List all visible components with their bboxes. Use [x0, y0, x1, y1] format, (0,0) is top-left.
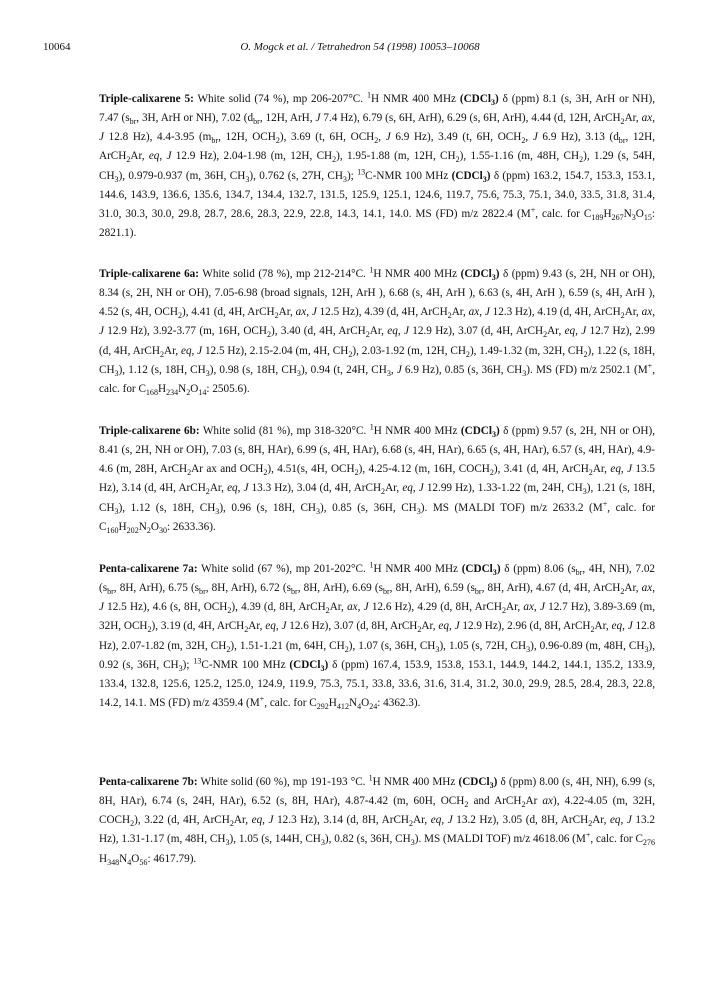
characterization-data: White solid (74 %), mp 206-207°C. $^1$H NMR 400 MHz (CDCl$_3$) δ (ppm) 8.1 (s, 3H, ArH or NH), 7.47 ($s_{br}$, 3H, ArH or NH), 7.02 ($d_{br}$, 12H, ArH, J 7.4 Hz), 6.79 (s, 6H, ArH), 6.29 (s, 6H, ArH), 4.44 (d, 12H, ArCH$_2$Ar, ax, J 12.8 Hz), 4.4-3.95 ($m_{br}$, 12H, $OCH_2$), 3.69 (t, 6H, $OCH_2$, J 6.9 Hz), 3.49 (t, 6H, $OCH_2$, J 6.9 Hz), 3.13 ($d_{br}$, 12H, ArCH$_2$Ar, eq, J 12.9 Hz), 2.04-1.98 (m, 12H, $CH_2$), 1.95-1.88 (m, 12H, $CH_2$), 1.55-1.16 (m, 48H, $CH_2$), 1.29 (s, 54H, $CH_3$), 0.979-0.937 (m, 36H, $CH_3$), 0.762 (s, 27H, $CH_3$); $^{13}$C-NMR 100 MHz (CDCl$_3$) δ (ppm) 163.2, 154.7, 153.3, 153.1, 144.6, 143.9, 136.6, 135.6, 134.7, 134.4, 132.7, 131.5, 125.9, 125.1, 124.6, 119.7, 75.6, 75.3, 75.1, 34.0, 33.5, 31.8, 31.4, 31.0, 30.3, 30.0, 29.8, 28.7, 28.6, 28.3, 22.9, 22.8, 14.3, 14.1, 14.0. MS (FD) m/z 2822.4 (M+, calc. for $C_{189}H_{267}N_3O_{15}$: 2821.1). — [99, 90, 656, 240]
compound-entry — [99, 265, 655, 399]
running-title: O. Mogck et al. / Tetrahedron 54 (1998) 10053–10068 — [240, 41, 480, 53]
page-number: 10064 — [43, 41, 71, 53]
compound-entry — [99, 560, 655, 713]
running-header — [43, 38, 677, 56]
compound-name: Triple-calixarene 6a: — [99, 268, 199, 280]
compound-entry — [99, 773, 655, 869]
characterization-data: White solid (67 %), mp 201-202°C. $^1$H NMR 400 MHz (CDCl$_3$) δ (ppm) 8.06 ($s_{br}$, 4H, NH), 7.02 ($s_{br}$, 8H, ArH), 6.75 ($s_{br}$, 8H, ArH), 6.72 ($s_{br}$, 8H, ArH), 6.69 ($s_{br}$, 8H, ArH), 6.59 ($s_{br}$, 8H, ArH), 4.67 (d, 4H, ArCH$_2$Ar, ax, J 12.5 Hz), 4.6 (s, 8H, $OCH_2$), 4.39 (d, 8H, ArCH$_2$Ar, ax, J 12.6 Hz), 4.29 (d, 8H, ArCH$_2$Ar, ax, J 12.7 Hz), 3.89-3.69 (m, 32H, $OCH_2$), 3.19 (d, 4H, ArCH$_2$Ar, eq, J 12.6 Hz), 3.07 (d, 8H, ArCH$_2$Ar, eq, J 12.9 Hz), 2.96 (d, 8H, ArCH$_2$Ar, eq, J 12.8 Hz), 2.07-1.82 (m, 32H, $CH_2$), 1.51-1.21 (m, 64H, $CH_2$), 1.07 (s, 36H, $CH_3$), 1.05 (s, 72H, $CH_3$), 0.96-0.89 (m, 48H, $CH_3$), 0.92 (s, 36H, $CH_3$); $^{13}$C-NMR 100 MHz (CDCl$_3$) δ (ppm) 167.4, 153.9, 153.8, 153.1, 144.9, 144.2, 144.1, 135.2, 133.9, 133.4, 132.8, 125.6, 125.2, 125.0, 124.9, 119.9, 75.3, 75.1, 33.8, 33.6, 31.6, 31.4, 31.2, 30.0, 29.9, 28.5, 28.4, 28.3, 22.8, 14.2, 14.1. MS (FD) m/z 4359.4 (M+, calc. for $C_{292}H_{412}N_4O_{24}$: 4362.3). — [99, 560, 656, 712]
compound-name: Penta-calixarene 7a: — [99, 563, 198, 575]
compound-name: Triple-calixarene 6b: — [99, 425, 200, 437]
compound-name: Triple-calixarene 5: — [99, 93, 194, 105]
compound-name: Penta-calixarene 7b: — [99, 776, 198, 788]
characterization-data: White solid (60 %), mp 191-193 °C. $^1$H NMR 400 MHz (CDCl$_3$) δ (ppm) 8.00 (s, 4H, NH), 6.99 (s, 8H, HAr), 6.74 (s, 24H, HAr), 6.52 (s, 8H, HAr), 4.87-4.42 (m, 60H, $OCH_2$ and ArCH$_2$Ar ax), 4.22-4.05 (m, 32H, $COCH_2$), 3.22 (d, 4H, ArCH$_2$Ar, eq, J 12.3 Hz), 3.14 (d, 8H, ArCH$_2$Ar, eq, J 13.2 Hz), 3.05 (d, 8H, ArCH$_2$Ar, eq, J 13.2 Hz), 1.31-1.17 (m, 48H, $CH_3$), 1.05 (s, 144H, $CH_3$), 0.82 (s, 36H, $CH_3$). MS (MALDI TOF) m/z 4618.06 (M+, calc. for $C_{276}$ $H_{348}N_4O_{56}$: 4617.79). — [99, 773, 656, 867]
compound-entry — [99, 90, 655, 243]
characterization-data: White solid (78 %), mp 212-214°C. $^1$H NMR 400 MHz (CDCl$_3$) δ (ppm) 9.43 (s, 2H, NH or OH), 8.34 (s, 2H, NH or OH), 7.05-6.98 (broad signals, 12H, ArH ), 6.68 (s, 4H, ArH ), 6.63 (s, 4H, ArH ), 6.59 (s, 4H, ArH ), 4.52 (s, 4H, $OCH_2$), 4.41 (d, 4H, ArCH$_2$Ar, ax, J 12.5 Hz), 4.39 (d, 4H, ArCH$_2$Ar, ax, J 12.3 Hz), 4.19 (d, 4H, ArCH$_2$Ar, ax, J 12.9 Hz), 3.92-3.77 (m, 16H, $OCH_2$), 3.40 (d, 4H, ArCH$_2$Ar, eq, J 12.9 Hz), 3.07 (d, 4H, ArCH$_2$Ar, eq, J 12.7 Hz), 2.99 (d, 4H, ArCH$_2$Ar, eq, J 12.5 Hz), 2.15-2.04 (m, 4H, $CH_2$), 2.03-1.92 (m, 12H, $CH_2$), 1.49-1.32 (m, 32H, $CH_2$), 1.22 (s, 18H, $CH_3$), 1.12 (s, 18H, $CH_3$), 0.98 (s, 18H, $CH_3$), 0.94 (t, 24H, $CH_3$, J 6.9 Hz), 0.85 (s, 36H, $CH_3$). MS (FD) m/z 2502.1 (M+, calc. for $C_{168}H_{234}N_2O_{14}$: 2505.6). — [99, 265, 656, 398]
characterization-data: White solid (81 %), mp 318-320°C. $^1$H NMR 400 MHz (CDCl$_3$) δ (ppm) 9.57 (s, 2H, NH or OH), 8.41 (s, 2H, NH or OH), 7.03 (s, 8H, HAr), 6.99 (s, 4H, HAr), 6.68 (s, 4H, HAr), 6.65 (s, 4H, HAr), 6.57 (s, 4H, HAr), 4.9-4.6 (m, 28H, ArCH$_2$Ar ax and $OCH_2$), 4.51(s, 4H, $OCH_2$), 4.25-4.12 (m, 16H, $COCH_2$), 3.41 (d, 4H, ArCH$_2$Ar, eq, J 13.5 Hz), 3.14 (d, 4H, ArCH$_2$Ar, eq, J 13.3 Hz), 3.04 (d, 4H, ArCH$_2$Ar, eq, J 12.99 Hz), 1.33-1.22 (m, 24H, $CH_3$), 1.21 (s, 18H, $CH_3$), 1.12 (s, 18H, $CH_3$), 0.96 (s, 18H, $CH_3$), 0.85 (s, 36H, $CH_3$). MS (MALDI TOF) m/z 2633.2 (M+, calc. for $C_{160}H_{202}N_2O_{30}$: 2633.36). — [99, 422, 656, 536]
compound-entry — [99, 422, 655, 537]
